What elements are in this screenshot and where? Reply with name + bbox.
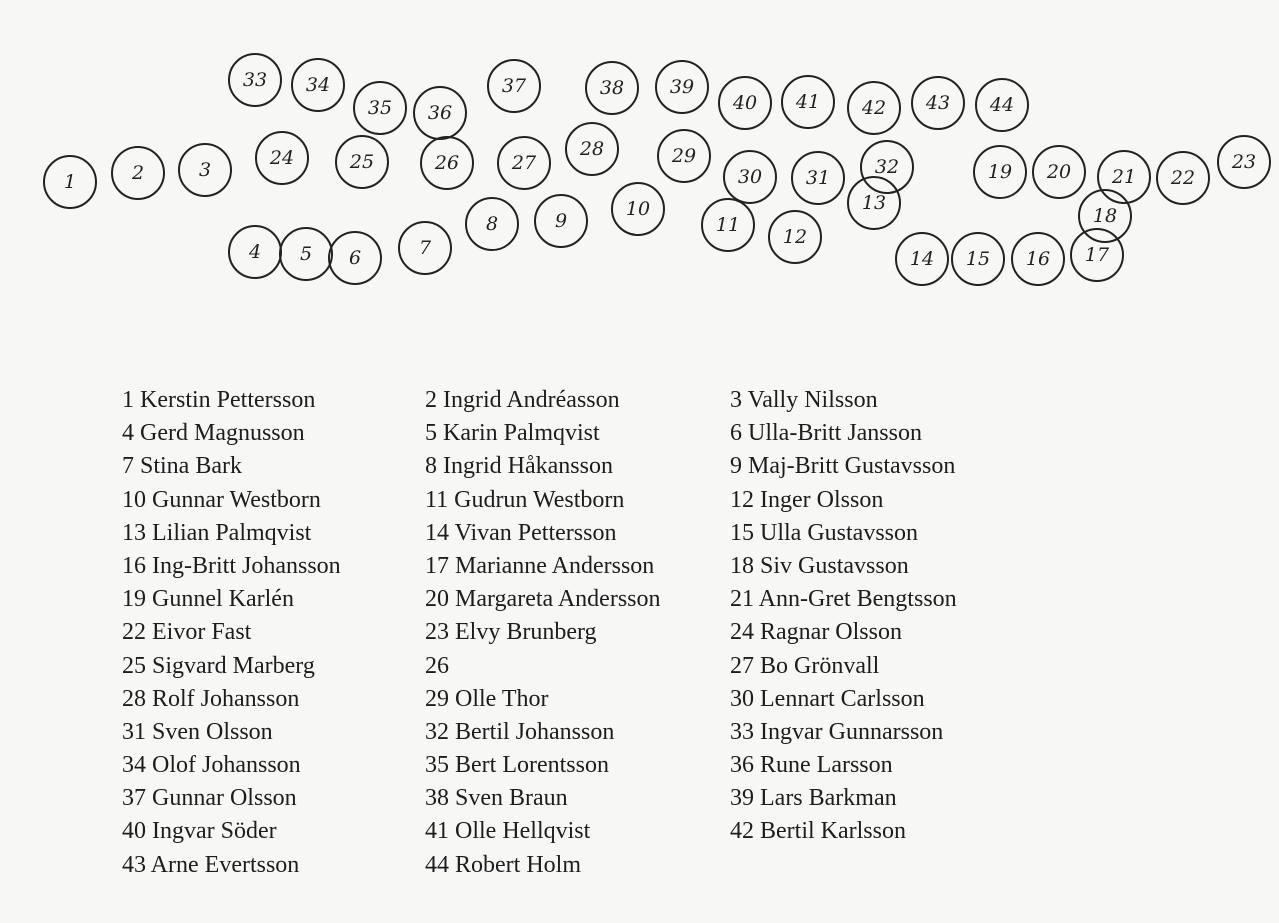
legend-entry: 24 Ragnar Olsson: [730, 619, 902, 646]
legend-entry: 2 Ingrid Andréasson: [425, 387, 620, 413]
seat-number: 40: [732, 92, 758, 114]
seat-marker: [336, 136, 388, 188]
seat-number: 36: [427, 102, 453, 124]
seat-number: 43: [925, 92, 951, 114]
seat-marker: [1033, 146, 1085, 198]
legend-entry: 26: [425, 652, 449, 679]
legend-entry: 4 Gerd Magnusson: [122, 420, 305, 447]
seat-marker: [1071, 229, 1123, 281]
legend-entry: 13 Lilian Palmqvist: [122, 519, 312, 546]
legend-entry: 37 Gunnar Olsson: [122, 785, 297, 812]
seat-number: 42: [861, 97, 887, 119]
seat-number: 16: [1025, 248, 1051, 270]
seat-number: 5: [299, 243, 313, 265]
seat-number: 14: [909, 248, 935, 270]
seat-number: 17: [1084, 244, 1110, 266]
seat-number: 18: [1092, 205, 1118, 227]
seat-number: 27: [511, 152, 537, 174]
seat-marker: [466, 198, 518, 250]
seat-number: 19: [987, 161, 1013, 183]
seat-marker: [112, 147, 164, 199]
legend-entry: 32 Bertil Johansson: [425, 718, 615, 745]
seat-marker: [44, 156, 96, 208]
seat-number: 28: [579, 138, 605, 160]
legend-entry: 33 Ingvar Gunnarsson: [730, 718, 944, 745]
seat-number: 3: [198, 159, 212, 181]
seat-number: 1: [63, 171, 77, 193]
legend-entry: 44 Robert Holm: [425, 851, 581, 878]
legend-entry: 29 Olle Thor: [425, 685, 549, 712]
seat-number: 6: [348, 247, 362, 269]
seat-number: 22: [1170, 167, 1196, 189]
seat-marker: [535, 195, 587, 247]
seat-marker: [1157, 152, 1209, 204]
seat-marker: [792, 152, 844, 204]
seat-number: 33: [242, 69, 268, 91]
seat-marker: [974, 146, 1026, 198]
seat-marker: [292, 59, 344, 111]
legend-entry: 25 Sigvard Marberg: [122, 652, 315, 679]
seat-marker: [656, 61, 708, 113]
legend-entry: 40 Ingvar Söder: [122, 818, 277, 845]
seat-marker: [586, 62, 638, 114]
legend-entry: 39 Lars Barkman: [730, 785, 897, 812]
seat-number: 32: [874, 156, 900, 178]
legend-entry: 15 Ulla Gustavsson: [730, 519, 918, 546]
legend-entry: 6 Ulla-Britt Jansson: [730, 420, 922, 447]
seat-marker: [414, 87, 466, 139]
legend-entry: 20 Margareta Andersson: [425, 586, 661, 613]
seat-marker: [848, 82, 900, 134]
legend-entry: 17 Marianne Andersson: [425, 552, 655, 579]
legend-entry: 5 Karin Palmqvist: [425, 420, 600, 447]
seat-number: 10: [625, 198, 651, 220]
legend-entry: 42 Bertil Karlsson: [730, 818, 906, 845]
seat-marker: [488, 60, 540, 112]
legend-entry: 23 Elvy Brunberg: [425, 619, 597, 646]
seat-marker: [1012, 233, 1064, 285]
seat-number: 44: [989, 94, 1015, 116]
seat-marker: [912, 77, 964, 129]
name-legend: [122, 384, 990, 882]
seat-marker: [566, 123, 618, 175]
seat-marker: [896, 233, 948, 285]
seat-number: 23: [1231, 151, 1257, 173]
seat-marker: [399, 222, 451, 274]
seat-marker: [769, 211, 821, 263]
seat-marker: [976, 79, 1028, 131]
seat-marker: [1098, 151, 1150, 203]
legend-entry: 18 Siv Gustavsson: [730, 552, 909, 579]
seat-marker: [256, 132, 308, 184]
legend-entry: 1 Kerstin Pettersson: [122, 387, 316, 413]
seat-number: 9: [554, 210, 568, 232]
seat-marker: [421, 137, 473, 189]
seat-marker: [724, 151, 776, 203]
seat-number: 39: [669, 76, 695, 98]
legend-entry: 22 Eivor Fast: [122, 619, 252, 646]
seat-marker: [952, 233, 1004, 285]
seat-marker: [1218, 136, 1270, 188]
seat-number: 20: [1046, 161, 1072, 183]
seat-marker: [179, 144, 231, 196]
seat-number: 15: [965, 248, 991, 270]
legend-entry: 9 Maj-Britt Gustavsson: [730, 453, 956, 480]
seat-marker: [498, 137, 550, 189]
seat-marker: [280, 228, 332, 280]
legend-entry: 8 Ingrid Håkansson: [425, 453, 613, 480]
seat-number: 13: [861, 192, 887, 214]
seat-marker: [1079, 190, 1131, 242]
legend-entry: 7 Stina Bark: [122, 453, 242, 480]
legend-entry: 21 Ann-Gret Bengtsson: [730, 586, 957, 613]
legend-entry: 30 Lennart Carlsson: [730, 685, 925, 712]
legend-entry: 11 Gudrun Westborn: [425, 486, 625, 513]
seat-number: 25: [349, 151, 375, 173]
seat-number: 41: [795, 91, 821, 113]
legend-entry: 16 Ing-Britt Johansson: [122, 552, 341, 579]
seat-number: 26: [434, 152, 460, 174]
seat-number: 30: [737, 166, 763, 188]
legend-entry: 34 Olof Johansson: [122, 752, 301, 779]
seat-number: 34: [305, 74, 331, 96]
legend-entry: 36 Rune Larsson: [730, 752, 893, 779]
seat-number: 4: [248, 241, 262, 263]
seat-marker: [861, 141, 913, 193]
seat-number: 37: [501, 75, 527, 97]
seat-marker: [612, 183, 664, 235]
legend-entry: 41 Olle Hellqvist: [425, 818, 591, 845]
seat-number: 2: [131, 162, 145, 184]
legend-entry: 12 Inger Olsson: [730, 486, 884, 513]
seat-marker: [229, 226, 281, 278]
legend-entry: 28 Rolf Johansson: [122, 685, 300, 712]
seat-number: 35: [367, 97, 393, 119]
seat-marker: [702, 199, 754, 251]
seat-marker: [848, 177, 900, 229]
seat-number: 38: [599, 77, 625, 99]
seat-number: 24: [269, 147, 295, 169]
seat-number: 11: [715, 214, 741, 236]
legend-entry: 14 Vivan Pettersson: [425, 519, 617, 546]
seat-number: 29: [671, 145, 697, 167]
legend-entry: 35 Bert Lorentsson: [425, 752, 609, 779]
seat-number: 7: [418, 237, 432, 259]
seat-marker: [658, 130, 710, 182]
seat-number: 8: [485, 213, 499, 235]
legend-entry: 38 Sven Braun: [425, 785, 568, 812]
seat-number: 31: [805, 167, 831, 189]
legend-entry: 31 Sven Olsson: [122, 718, 273, 745]
seat-number: 12: [782, 226, 808, 248]
seat-marker: [719, 77, 771, 129]
seat-marker: [782, 76, 834, 128]
seat-number: 21: [1111, 166, 1137, 188]
legend-entry: 27 Bo Grönvall: [730, 652, 880, 679]
seat-marker: [329, 232, 381, 284]
seat-marker: [354, 82, 406, 134]
seating-diagram: [0, 0, 1279, 320]
seat-marker: [229, 54, 281, 106]
legend-entry: 3 Vally Nilsson: [730, 387, 878, 413]
legend-entry: 43 Arne Evertsson: [122, 851, 300, 878]
legend-entry: 10 Gunnar Westborn: [122, 486, 321, 513]
legend-entry: 19 Gunnel Karlén: [122, 586, 294, 613]
